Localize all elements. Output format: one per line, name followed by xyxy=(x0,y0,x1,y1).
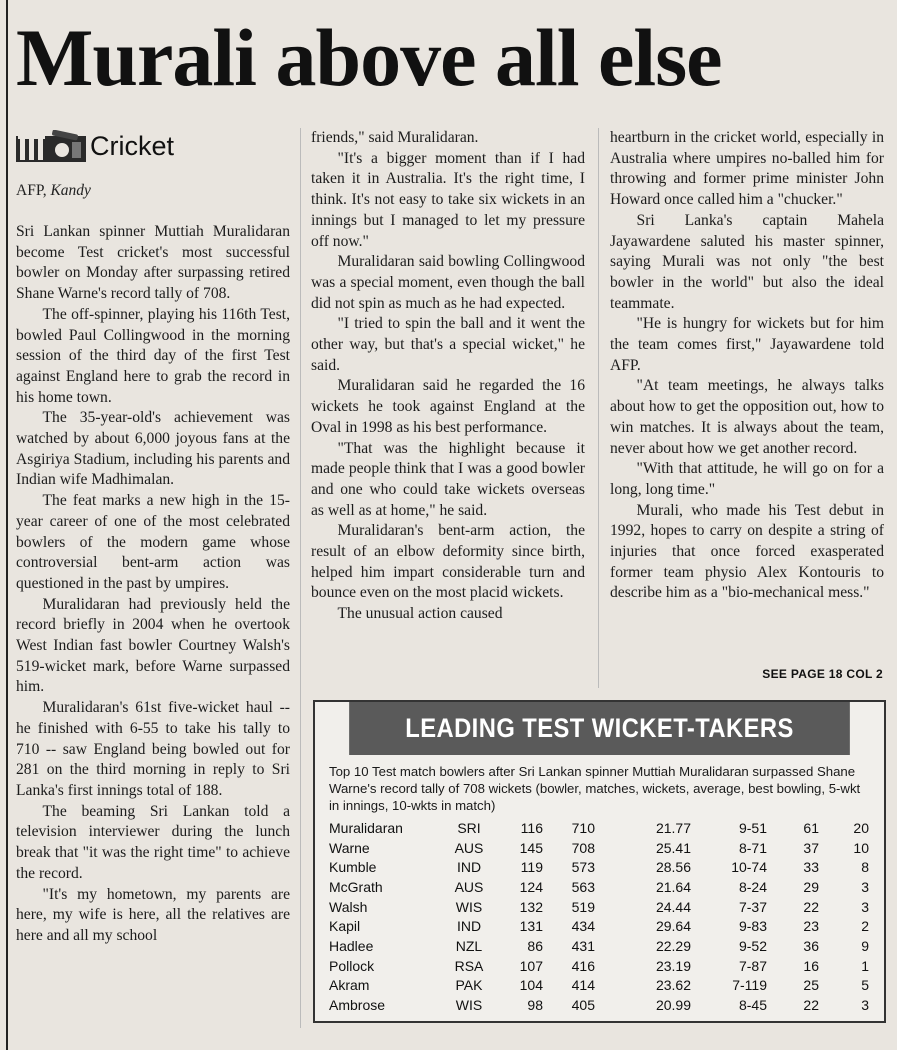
average-cell: 21.77 xyxy=(655,819,691,836)
five-wicket-hauls-cell: 22 xyxy=(803,898,819,915)
best-bowling-cell: 9-83 xyxy=(738,918,767,935)
best-bowling-cell: 8-71 xyxy=(738,839,767,856)
table-row xyxy=(329,995,869,1015)
table-row xyxy=(329,897,869,917)
matches-cell: 132 xyxy=(519,898,543,915)
matches-cell: 86 xyxy=(527,937,543,954)
bowler-name-cell: Kapil xyxy=(329,918,361,935)
ten-wicket-matches-cell: 3 xyxy=(861,898,869,915)
bowler-name-cell: Warne xyxy=(329,839,370,856)
best-bowling-cell: 8-24 xyxy=(738,878,767,895)
average-cell: 25.41 xyxy=(655,839,691,856)
continuation-note: SEE PAGE 18 COL 2 xyxy=(762,667,883,681)
paragraph: The 35-year-old's achievement was watched by about 6,000 joyous fans at the Asgiriya Stadium, including his parents and Indian wife Madhimalan. xyxy=(16,409,290,489)
table-row xyxy=(329,936,869,956)
matches-cell: 98 xyxy=(527,997,543,1014)
five-wicket-hauls-cell: 61 xyxy=(803,819,819,836)
wickets-cell: 416 xyxy=(571,957,595,974)
paragraph: The unusual action caused xyxy=(337,605,503,623)
country-cell: IND xyxy=(456,859,482,876)
average-cell: 29.64 xyxy=(655,918,691,935)
table-row xyxy=(329,818,869,838)
paragraph: "It's a bigger moment than if I had taken it in Australia. It's the right time, I think. It's not easy to take six wickets in an innings but I managed to let my pressure off now." xyxy=(311,149,585,250)
bowler-name-cell: Kumble xyxy=(329,859,377,876)
wickets-cell: 710 xyxy=(571,819,595,836)
article-column-3 xyxy=(610,128,884,604)
table-caption: Top 10 Test match bowlers after Sri Lankan spinner Muttiah Muralidaran surpassed Shane Warne's record tally of 708 wickets (bowler, matches, wickets, average, best bowling, 5-wkt in innings, 10-wkts in match) xyxy=(329,764,861,813)
table-row xyxy=(329,877,869,897)
best-bowling-cell: 10-74 xyxy=(731,859,767,876)
matches-cell: 124 xyxy=(519,878,543,895)
wickets-cell: 563 xyxy=(571,878,595,895)
wickets-cell: 573 xyxy=(571,859,595,876)
table-title: LEADING TEST WICKET-TAKERS xyxy=(349,702,850,755)
best-bowling-cell: 7-119 xyxy=(732,977,767,994)
best-bowling-cell: 7-87 xyxy=(738,957,767,974)
table-row xyxy=(329,916,869,936)
paragraph: "With that attitude, he will go on for a long, long time." xyxy=(610,460,884,498)
wickets-cell: 405 xyxy=(571,997,595,1014)
matches-cell: 107 xyxy=(519,957,543,974)
article-column-1 xyxy=(16,222,290,947)
table-row xyxy=(329,956,869,976)
wickets-cell: 708 xyxy=(571,839,595,856)
matches-cell: 131 xyxy=(519,918,543,935)
ten-wicket-matches-cell: 8 xyxy=(861,859,869,876)
average-cell: 22.29 xyxy=(655,937,691,954)
five-wicket-hauls-cell: 22 xyxy=(803,997,819,1014)
table-body xyxy=(329,818,869,1015)
paragraph: Murali, who made his Test debut in 1992, hopes to carry on despite a string of injuries that once forced exasperated former team physio Alex Kontouris to describe him as a "bio-mechanical mess." xyxy=(610,501,884,602)
five-wicket-hauls-cell: 23 xyxy=(803,918,819,935)
byline-agency: AFP, xyxy=(16,182,47,199)
average-cell: 28.56 xyxy=(655,859,691,876)
byline xyxy=(16,182,91,200)
article-column-2 xyxy=(311,128,585,625)
paragraph: friends," said Muralidaran. xyxy=(311,129,479,146)
paragraph: heartburn in the cricket world, especially in Australia where umpires no-balled him for throwing and former prime minister John Howard once called him a "chucker." xyxy=(610,129,884,209)
ten-wicket-matches-cell: 3 xyxy=(861,997,869,1014)
byline-place: Kandy xyxy=(50,182,91,199)
average-cell: 21.64 xyxy=(655,878,691,895)
country-cell: PAK xyxy=(455,977,483,994)
paragraph: Muralidaran's 61st five-wicket haul -- he finished with 6-55 to take his tally to 710 -- saw England being bowled out for 281 on the third morning in reply to Sri Lanka's first innings total of 188. xyxy=(16,699,290,799)
cricket-stumps-icon xyxy=(16,130,86,162)
five-wicket-hauls-cell: 33 xyxy=(803,859,819,876)
country-cell: AUS xyxy=(454,839,484,856)
column-divider xyxy=(300,128,301,1028)
headline: Murali above all else xyxy=(16,12,722,103)
paragraph: "It's my hometown, my parents are here, my wife is here, all the relatives are here and all my school xyxy=(16,885,290,944)
paragraph: Sri Lanka's captain Mahela Jayawardene saluted his master spinner, saying Murali was not only "the best bowler in the world" but also the ideal teammate. xyxy=(610,211,884,312)
bowler-name-cell: McGrath xyxy=(329,878,383,895)
bowler-name-cell: Walsh xyxy=(329,898,368,915)
paragraph: Muralidaran said bowling Collingwood was a special moment, even though the ball did not spin as much as he had expected. xyxy=(311,253,585,312)
wickets-cell: 431 xyxy=(571,937,595,954)
column-divider xyxy=(598,128,599,688)
paragraph: The beaming Sri Lankan told a television interviewer during the lunch break that "it was the right time" to achieve the record. xyxy=(16,802,290,882)
five-wicket-hauls-cell: 36 xyxy=(803,937,819,954)
bowler-name-cell: Akram xyxy=(329,977,370,994)
table-row xyxy=(329,976,869,996)
matches-cell: 116 xyxy=(520,819,543,836)
bowler-name-cell: Muralidaran xyxy=(329,819,403,836)
paragraph: "He is hungry for wickets but for him the team comes first," Jayawardene told AFP. xyxy=(610,315,884,374)
country-cell: SRI xyxy=(457,819,481,836)
best-bowling-cell: 8-45 xyxy=(738,997,767,1014)
paragraph: Muralidaran said he regarded the 16 wickets he took against England at the Oval in 1998 as his best performance. xyxy=(311,377,585,436)
section-tag xyxy=(16,128,174,164)
paragraph: The off-spinner, playing his 116th Test, bowled Paul Collingwood in the morning session of the third day of the first Test against England here to grab the record in his home town. xyxy=(16,305,290,406)
wickets-cell: 519 xyxy=(571,898,595,915)
wicket-takers-table xyxy=(329,818,869,1015)
wicket-takers-table-box xyxy=(313,700,886,1023)
paragraph: Muralidaran had previously held the record briefly in 2004 when he overtook West Indian fast bowler Courtney Walsh's 519-wicket mark, before Warne surpassed him. xyxy=(16,595,290,696)
ten-wicket-matches-cell: 9 xyxy=(861,937,869,954)
ten-wicket-matches-cell: 3 xyxy=(861,878,869,895)
average-cell: 24.44 xyxy=(655,898,691,915)
ten-wicket-matches-cell: 20 xyxy=(853,819,869,836)
best-bowling-cell: 7-37 xyxy=(738,898,767,915)
country-cell: AUS xyxy=(454,878,484,895)
paragraph: "That was the highlight because it made people think that I was a good bowler and one who could take wickets overseas as well as at home," he said. xyxy=(311,439,585,519)
average-cell: 23.19 xyxy=(655,957,691,974)
paragraph: "At team meetings, he always talks about how to get the opposition out, how to win matches. It is always about the team, never about how we get another record. xyxy=(610,377,884,457)
average-cell: 20.99 xyxy=(655,997,691,1014)
table-row xyxy=(329,838,869,858)
ten-wicket-matches-cell: 10 xyxy=(853,839,869,856)
ten-wicket-matches-cell: 1 xyxy=(861,957,869,974)
country-cell: WIS xyxy=(455,898,483,915)
matches-cell: 145 xyxy=(519,839,543,856)
best-bowling-cell: 9-52 xyxy=(738,937,767,954)
ten-wicket-matches-cell: 2 xyxy=(861,918,869,935)
average-cell: 23.62 xyxy=(655,977,691,994)
paragraph: Sri Lankan spinner Muttiah Muralidaran become Test cricket's most successful bowler on Monday after surpassing retired Shane Warne's record tally of 708. xyxy=(16,223,290,303)
paragraph: Muralidaran's bent-arm action, the result of an elbow deformity since birth, helped him impart considerable turn and bounce even on the most placid wickets. xyxy=(311,522,585,602)
bowler-name-cell: Ambrose xyxy=(329,997,386,1014)
country-cell: WIS xyxy=(455,997,483,1014)
matches-cell: 119 xyxy=(520,859,543,876)
paragraph: The feat marks a new high in the 15-year career of one of the most celebrated bowlers of the modern game whose controversial bent-arm action was questioned in the past by umpires. xyxy=(16,492,290,592)
country-cell: RSA xyxy=(454,957,484,974)
matches-cell: 104 xyxy=(519,977,543,994)
five-wicket-hauls-cell: 25 xyxy=(803,977,819,994)
ten-wicket-matches-cell: 5 xyxy=(861,977,869,994)
bowler-name-cell: Pollock xyxy=(329,957,375,974)
table-row xyxy=(329,857,869,877)
five-wicket-hauls-cell: 16 xyxy=(803,957,819,974)
bowler-name-cell: Hadlee xyxy=(329,937,374,954)
section-label: Cricket xyxy=(90,130,175,161)
best-bowling-cell: 9-51 xyxy=(738,819,767,836)
five-wicket-hauls-cell: 37 xyxy=(803,839,819,856)
page-left-rule xyxy=(6,0,8,1050)
five-wicket-hauls-cell: 29 xyxy=(803,878,819,895)
paragraph: "I tried to spin the ball and it went the other way, but that's a special wicket," he said. xyxy=(311,315,585,374)
country-cell: NZL xyxy=(455,937,483,954)
wickets-cell: 434 xyxy=(571,918,595,935)
wickets-cell: 414 xyxy=(571,977,595,994)
country-cell: IND xyxy=(456,918,482,935)
